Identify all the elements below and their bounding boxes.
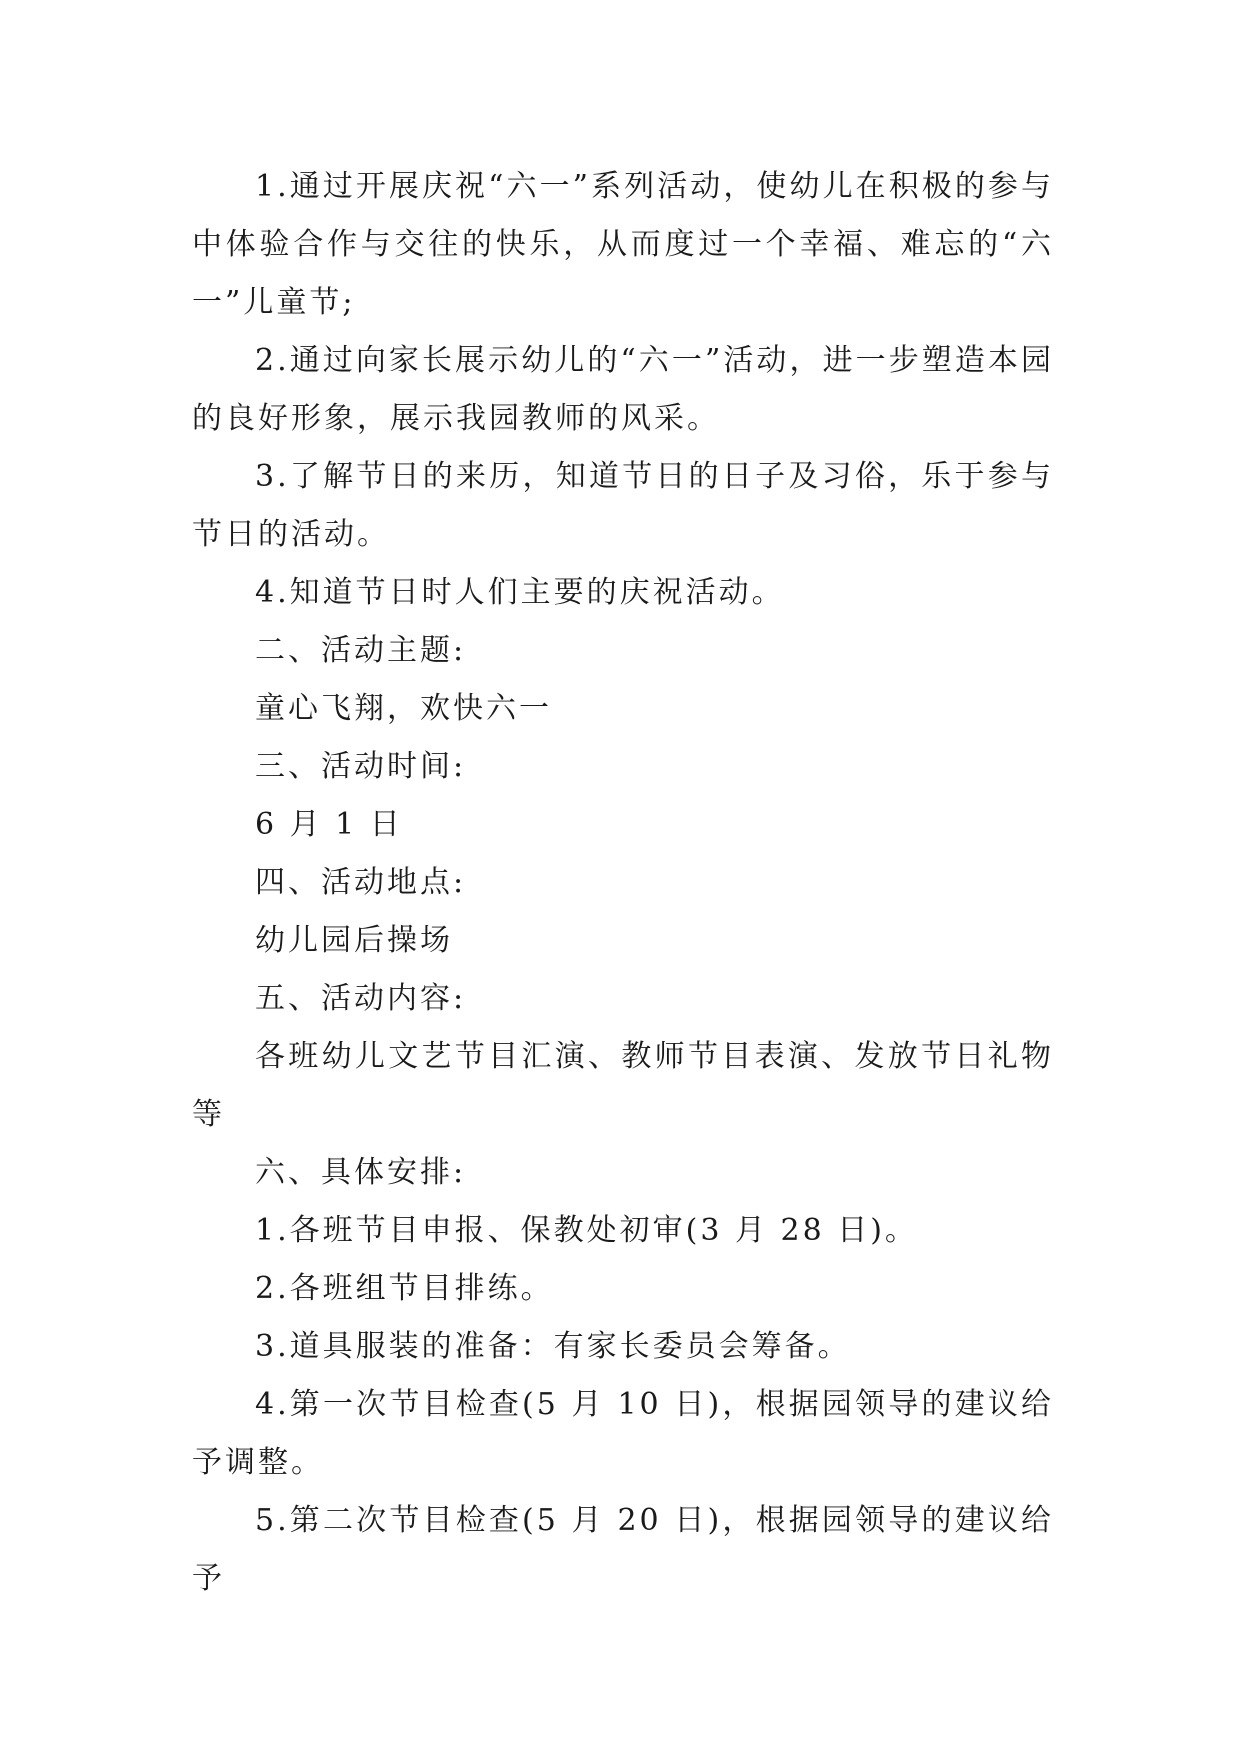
paragraph-arrangement-5: 5.第二次节目检查(5 月 20 日)，根据园领导的建议给予: [192, 1503, 1054, 1596]
document-body: [192, 158, 1054, 1608]
section-heading-theme: 二、活动主题:: [255, 633, 467, 668]
section-heading-location: 四、活动地点:: [255, 865, 467, 900]
paragraph-objective-4: 4.知道节日时人们主要的庆祝活动。: [255, 575, 785, 610]
paragraph-arrangement-4: 4.第一次节目检查(5 月 10 日)，根据园领导的建议给予调整。: [192, 1387, 1054, 1480]
paragraph-arrangement-1: 1.各班节目申报、保教处初审(3 月 28 日)。: [255, 1213, 918, 1248]
paragraph-time: 6 月 1 日: [255, 807, 403, 842]
paragraph-arrangement-3: 3.道具服装的准备：有家长委员会筹备。: [255, 1329, 851, 1364]
paragraph-location: 幼儿园后操场: [255, 923, 453, 958]
section-heading-arrangement: 六、具体安排:: [255, 1155, 467, 1190]
section-heading-content: 五、活动内容:: [255, 981, 467, 1016]
paragraph-objective-1: 1.通过开展庆祝“六一”系列活动，使幼儿在积极的参与中体验合作与交往的快乐，从而度过一个幸福、难忘的“六一”儿童节;: [192, 169, 1054, 320]
paragraph-objective-2: 2.通过向家长展示幼儿的“六一”活动，进一步塑造本园的良好形象，展示我园教师的风采。: [192, 343, 1054, 436]
paragraph-arrangement-2: 2.各班组节目排练。: [255, 1271, 554, 1306]
paragraph-objective-3: 3.了解节日的来历，知道节日的日子及习俗，乐于参与节日的活动。: [192, 459, 1054, 552]
paragraph-theme: 童心飞翔，欢快六一: [255, 691, 552, 726]
paragraph-content: 各班幼儿文艺节目汇演、教师节目表演、发放节日礼物等: [192, 1039, 1054, 1132]
section-heading-time: 三、活动时间:: [255, 749, 467, 784]
